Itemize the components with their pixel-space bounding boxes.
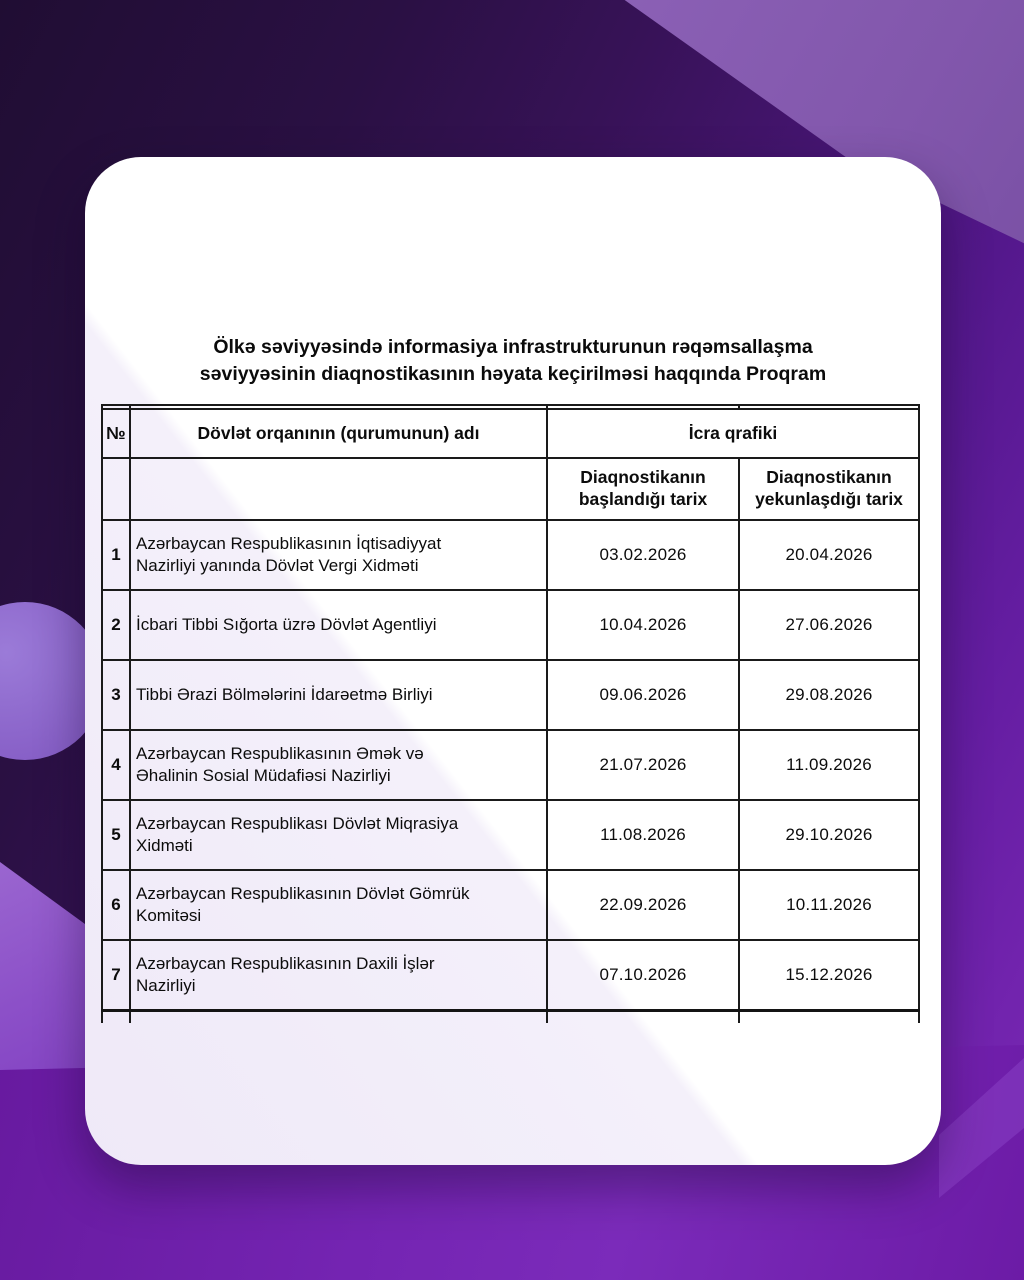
start-date-column-header: Diaqnostikanın başlandığı tarix xyxy=(547,458,739,520)
start-date-cell: 11.08.2026 xyxy=(547,800,739,870)
document-title xyxy=(85,334,941,388)
document-title-line-1: Ölkə səviyyəsində informasiya infrastrukturunun rəqəmsallaşma xyxy=(213,336,813,358)
table-row xyxy=(102,730,919,800)
table-cut-off-row xyxy=(102,1010,919,1023)
end-date-column-header: Diaqnostikanın yekunlaşdığı tarix xyxy=(739,458,919,520)
organization-column-header: Dövlət orqanının (qurumunun) adı xyxy=(130,409,547,458)
table-row xyxy=(102,800,919,870)
start-date-cell: 09.06.2026 xyxy=(547,660,739,730)
row-number-cell: 3 xyxy=(102,660,130,730)
table-row xyxy=(102,660,919,730)
end-date-cell: 29.08.2026 xyxy=(739,660,919,730)
row-number-cell: 4 xyxy=(102,730,130,800)
empty-header-cell xyxy=(130,458,547,520)
table-subheader-row xyxy=(102,458,919,520)
document-title-line-2: səviyyəsinin diaqnostikasının həyata keçirilməsi haqqında Proqram xyxy=(199,363,827,385)
start-date-cell: 22.09.2026 xyxy=(547,870,739,940)
end-date-cell: 20.04.2026 xyxy=(739,520,919,590)
end-date-cell: 27.06.2026 xyxy=(739,590,919,660)
empty-header-cell xyxy=(102,458,130,520)
organization-name-cell: Azərbaycan Respublikasının Daxili İşlər Nazirliyi xyxy=(130,940,547,1010)
table-row xyxy=(102,870,919,940)
start-date-cell: 21.07.2026 xyxy=(547,730,739,800)
organization-name-cell: Azərbaycan Respublikasının Əmək və Əhalinin Sosial Müdafiəsi Nazirliyi xyxy=(130,730,547,800)
table-row xyxy=(102,590,919,660)
row-number-cell: 7 xyxy=(102,940,130,1010)
organization-name-cell: Azərbaycan Respublikasının İqtisadiyyat Nazirliyi yanında Dövlət Vergi Xidməti xyxy=(130,520,547,590)
program-schedule-table xyxy=(101,404,920,1023)
organization-name-cell: İcbari Tibbi Sığorta üzrə Dövlət Agentliyi xyxy=(130,590,547,660)
document-card xyxy=(85,157,941,1165)
table-row xyxy=(102,520,919,590)
number-column-header: № xyxy=(102,409,130,458)
row-number-cell: 5 xyxy=(102,800,130,870)
table-header-row xyxy=(102,409,919,458)
row-number-cell: 6 xyxy=(102,870,130,940)
schedule-column-group-header: İcra qrafiki xyxy=(547,409,919,458)
start-date-cell: 07.10.2026 xyxy=(547,940,739,1010)
end-date-cell: 11.09.2026 xyxy=(739,730,919,800)
start-date-cell: 03.02.2026 xyxy=(547,520,739,590)
table-row xyxy=(102,940,919,1010)
start-date-cell: 10.04.2026 xyxy=(547,590,739,660)
end-date-cell: 15.12.2026 xyxy=(739,940,919,1010)
organization-name-cell: Tibbi Ərazi Bölmələrini İdarəetmə Birliyi xyxy=(130,660,547,730)
row-number-cell: 1 xyxy=(102,520,130,590)
row-number-cell: 2 xyxy=(102,590,130,660)
organization-name-cell: Azərbaycan Respublikasının Dövlət Gömrük Komitəsi xyxy=(130,870,547,940)
organization-name-cell: Azərbaycan Respublikası Dövlət Miqrasiya Xidməti xyxy=(130,800,547,870)
end-date-cell: 29.10.2026 xyxy=(739,800,919,870)
end-date-cell: 10.11.2026 xyxy=(739,870,919,940)
